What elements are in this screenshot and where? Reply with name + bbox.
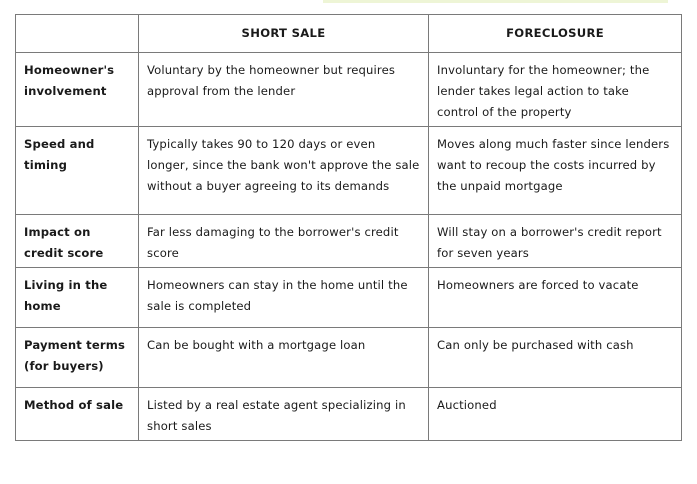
short-sale-cell: Can be bought with a mortgage loan [139,328,429,388]
table-header-row [16,15,682,53]
row-label: Impact on credit score [16,215,139,268]
short-sale-cell: Far less damaging to the borrower's credit score [139,215,429,268]
header-empty-cell [16,15,139,53]
top-highlight-strip [323,0,668,3]
foreclosure-cell: Auctioned [429,388,682,441]
table-row [16,215,682,268]
short-sale-cell: Voluntary by the homeowner but requires approval from the lender [139,53,429,127]
foreclosure-cell: Involuntary for the homeowner; the lender takes legal action to take control of the property [429,53,682,127]
short-sale-cell: Typically takes 90 to 120 days or even longer, since the bank won't approve the sale without a buyer agreeing to its demands [139,127,429,215]
table-row [16,388,682,441]
table-row [16,268,682,328]
row-label: Speed and timing [16,127,139,215]
header-short-sale: SHORT SALE [139,15,429,53]
comparison-table [15,14,682,441]
row-label: Payment terms (for buyers) [16,328,139,388]
header-foreclosure: FORECLOSURE [429,15,682,53]
foreclosure-cell: Can only be purchased with cash [429,328,682,388]
short-sale-cell: Homeowners can stay in the home until the sale is completed [139,268,429,328]
table-row [16,53,682,127]
table-row [16,127,682,215]
row-label: Method of sale [16,388,139,441]
foreclosure-cell: Will stay on a borrower's credit report for seven years [429,215,682,268]
table-row [16,328,682,388]
row-label: Living in the home [16,268,139,328]
short-sale-cell: Listed by a real estate agent specializing in short sales [139,388,429,441]
foreclosure-cell: Homeowners are forced to vacate [429,268,682,328]
foreclosure-cell: Moves along much faster since lenders want to recoup the costs incurred by the unpaid mortgage [429,127,682,215]
row-label: Homeowner's involvement [16,53,139,127]
